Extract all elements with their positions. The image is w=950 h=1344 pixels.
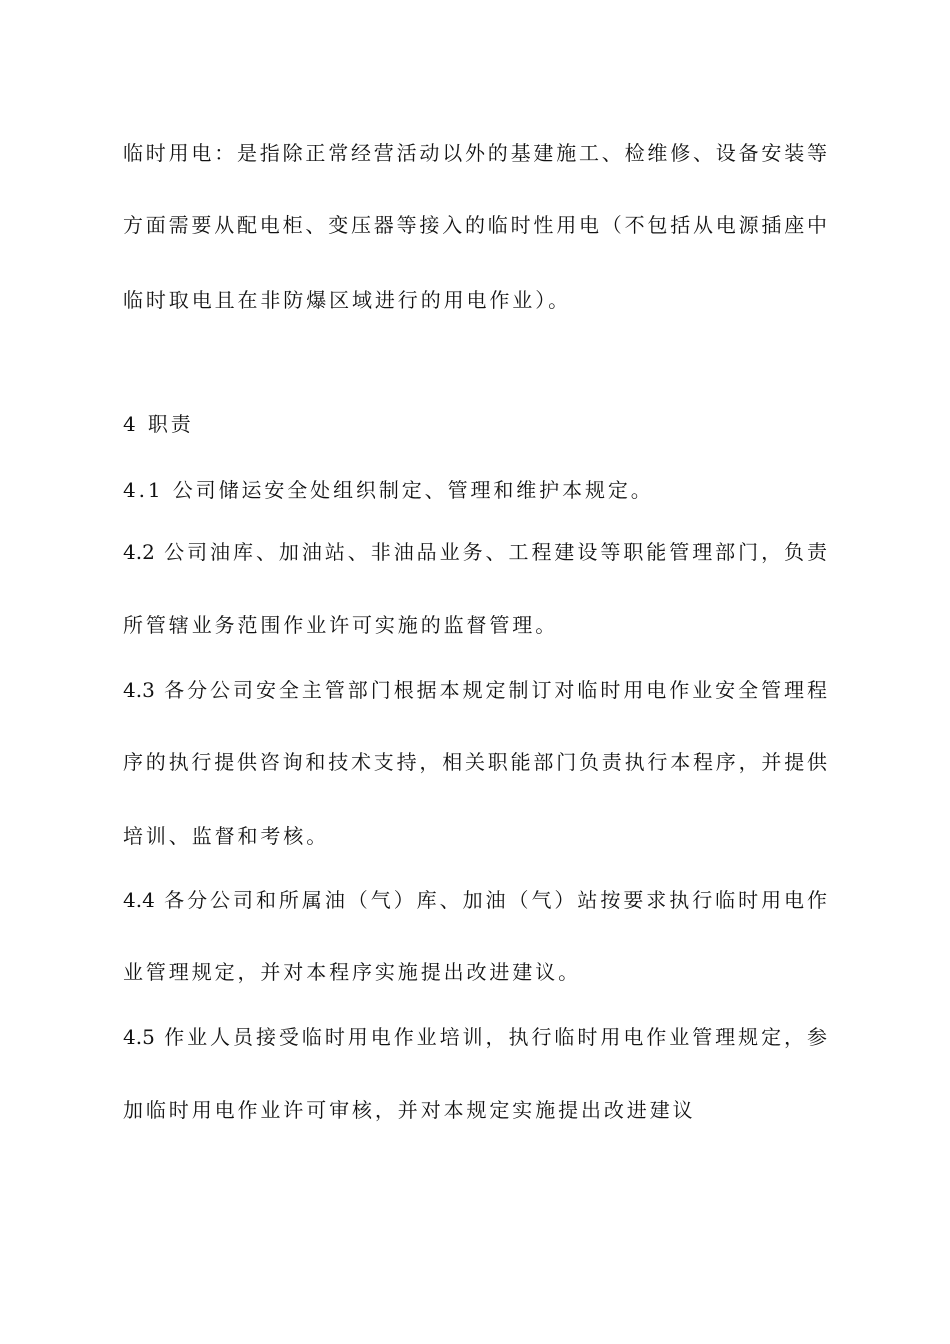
- paragraph-line: 序的执行提供咨询和技术支持，相关职能部门负责执行本程序，并提供: [123, 750, 827, 774]
- section-heading: 4 职责: [123, 412, 194, 436]
- paragraph-line: 4.2 公司油库、加油站、非油品业务、工程建设等职能管理部门，负责: [123, 540, 827, 564]
- paragraph-line: 所管辖业务范围作业许可实施的监督管理。: [123, 613, 559, 637]
- paragraph-line: 方面需要从配电柜、变压器等接入的临时性用电（不包括从电源插座中: [123, 213, 827, 237]
- paragraph-line: 临时用电：是指除正常经营活动以外的基建施工、检维修、设备安装等: [123, 141, 827, 165]
- paragraph-line: 4.4 各分公司和所属油（气）库、加油（气）站按要求执行临时用电作: [123, 888, 827, 912]
- paragraph-line: 4.1 公司储运安全处组织制定、管理和维护本规定。: [123, 478, 654, 502]
- paragraph-line: 4.3 各分公司安全主管部门根据本规定制订对临时用电作业安全管理程: [123, 678, 827, 702]
- paragraph-line: 临时取电且在非防爆区域进行的用电作业）。: [123, 288, 571, 312]
- paragraph-line: 培训、监督和考核。: [123, 824, 330, 848]
- paragraph-line: 业管理规定，并对本程序实施提出改进建议。: [123, 960, 581, 984]
- paragraph-line: 4.5 作业人员接受临时用电作业培训，执行临时用电作业管理规定，参: [123, 1025, 827, 1049]
- paragraph-line: 加临时用电作业许可审核，并对本规定实施提出改进建议: [123, 1098, 696, 1122]
